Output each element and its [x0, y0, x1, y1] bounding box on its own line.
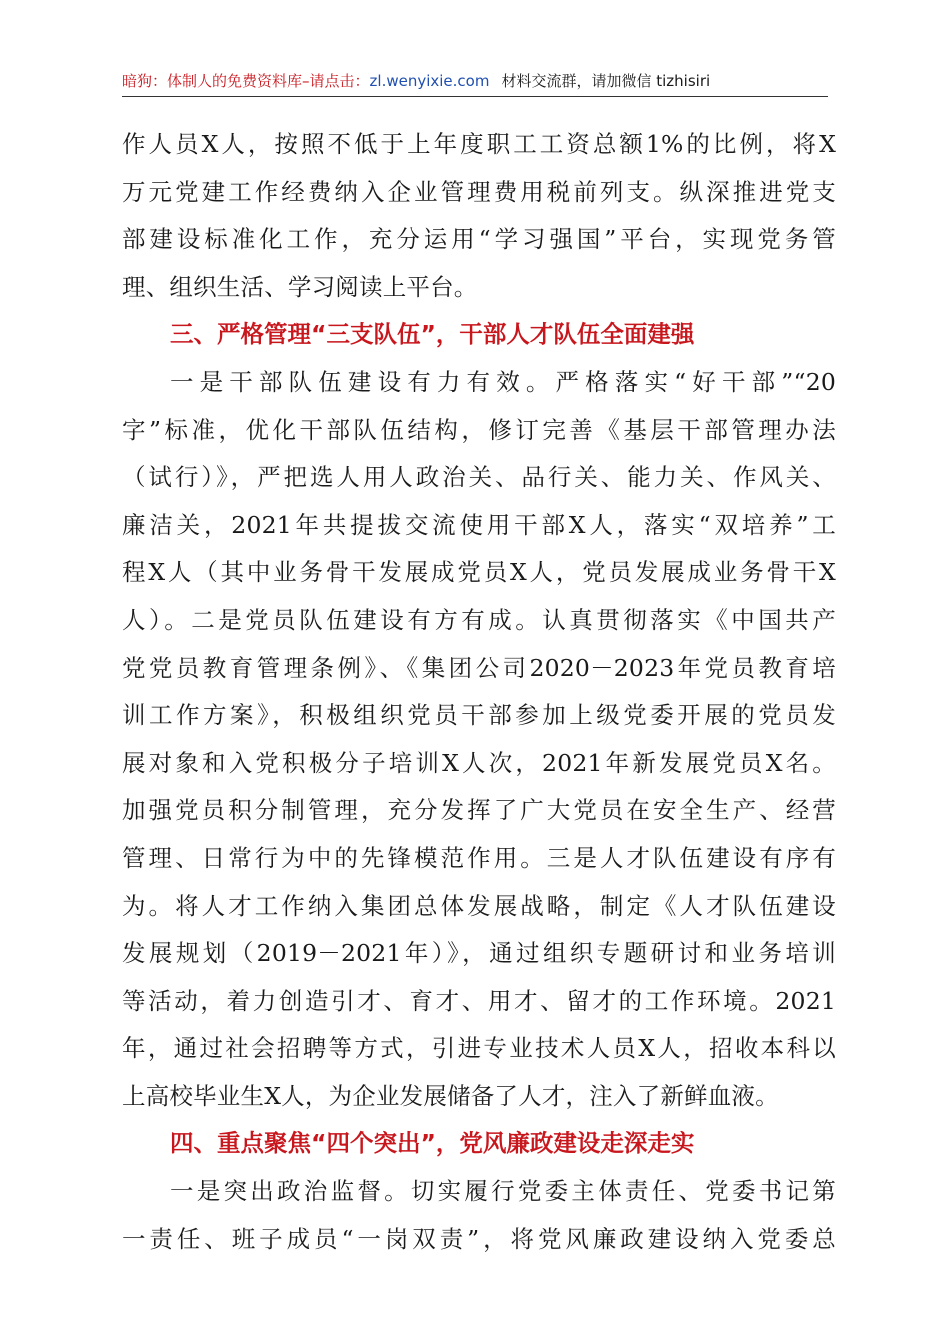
section-heading: 三、严格管理“三支队伍”，干部人才队伍全面建强 — [170, 320, 695, 349]
paragraph-line: 管理、日常行为中的先锋模范作用。三是人才队伍建设有序有 — [122, 843, 836, 872]
header-click-prefix: –请点击： — [302, 72, 370, 90]
paragraph-line: 为。将人才工作纳入集团总体发展战略，制定《人才队伍建设 — [122, 891, 836, 920]
document-body — [122, 121, 836, 1263]
section-heading: 四、重点聚焦“四个突出”，党风廉政建设走深走实 — [170, 1129, 695, 1158]
paragraph-line: 加强党员积分制管理，充分发挥了广大党员在安全生产、经营 — [122, 796, 836, 825]
paragraph-line: 训工作方案》，积极组织党员干部参加上级党委开展的党员发 — [122, 701, 836, 730]
paragraph-line: 党党员教育管理条例》、《集团公司2020－2023年党员教育培 — [122, 653, 836, 682]
paragraph-line: 理、组织生活、学习阅读上平台。 — [122, 272, 478, 301]
header-link[interactable]: zl.wenyixie.com — [369, 72, 490, 90]
paragraph-line: 万元党建工作经费纳入企业管理费用税前列支。纵深推进党支 — [122, 177, 836, 206]
paragraph-line: 发展规划（2019－2021年）》，通过组织专题研讨和业务培训 — [122, 939, 836, 968]
paragraph-line: 展对象和入党积极分子培训X人次，2021年新发展党员X名。 — [122, 748, 836, 777]
paragraph-line: 年，通过社会招聘等方式，引进专业技术人员X人，招收本科以 — [122, 1034, 836, 1063]
paragraph-line: （试行）》，严把选人用人政治关、品行关、能力关、作风关、 — [122, 463, 836, 492]
paragraph-line: 上高校毕业生X人，为企业发展储备了人才，注入了新鲜血液。 — [122, 1081, 779, 1110]
paragraph-line: 一责任、班子成员“一岗双责”，将党风廉政建设纳入党委总 — [122, 1224, 836, 1253]
paragraph-line: 廉洁关，2021年共提拔交流使用干部X人，落实“双培养”工 — [122, 510, 836, 539]
header-group-note: 材料交流群，请加微信 tizhisiri — [501, 72, 711, 90]
paragraph-line: 一是突出政治监督。切实履行党委主体责任、党委书记第 — [170, 1177, 836, 1206]
paragraph-line: 等活动，着力创造引才、育才、用才、留才的工作环境。2021 — [122, 986, 836, 1015]
paragraph-line: 一是干部队伍建设有力有效。严格落实“好干部”“20 — [170, 367, 836, 396]
page-header — [122, 66, 828, 97]
paragraph-line: 人）。二是党员队伍建设有方有成。认真贯彻落实《中国共产 — [122, 605, 836, 634]
paragraph-line: 作人员X人，按照不低于上年度职工工资总额1%的比例，将X — [122, 130, 836, 158]
paragraph-line: 程X人（其中业务骨干发展成党员X人，党员发展成业务骨干X — [122, 558, 836, 587]
paragraph-line: 部建设标准化工作，充分运用“学习强国”平台，实现党务管 — [122, 225, 836, 254]
paragraph-line: 字”标准，优化干部队伍结构，修订完善《基层干部管理办法 — [122, 415, 836, 444]
header-brand: 暗狗：体制人的免费资料库 — [122, 72, 303, 90]
